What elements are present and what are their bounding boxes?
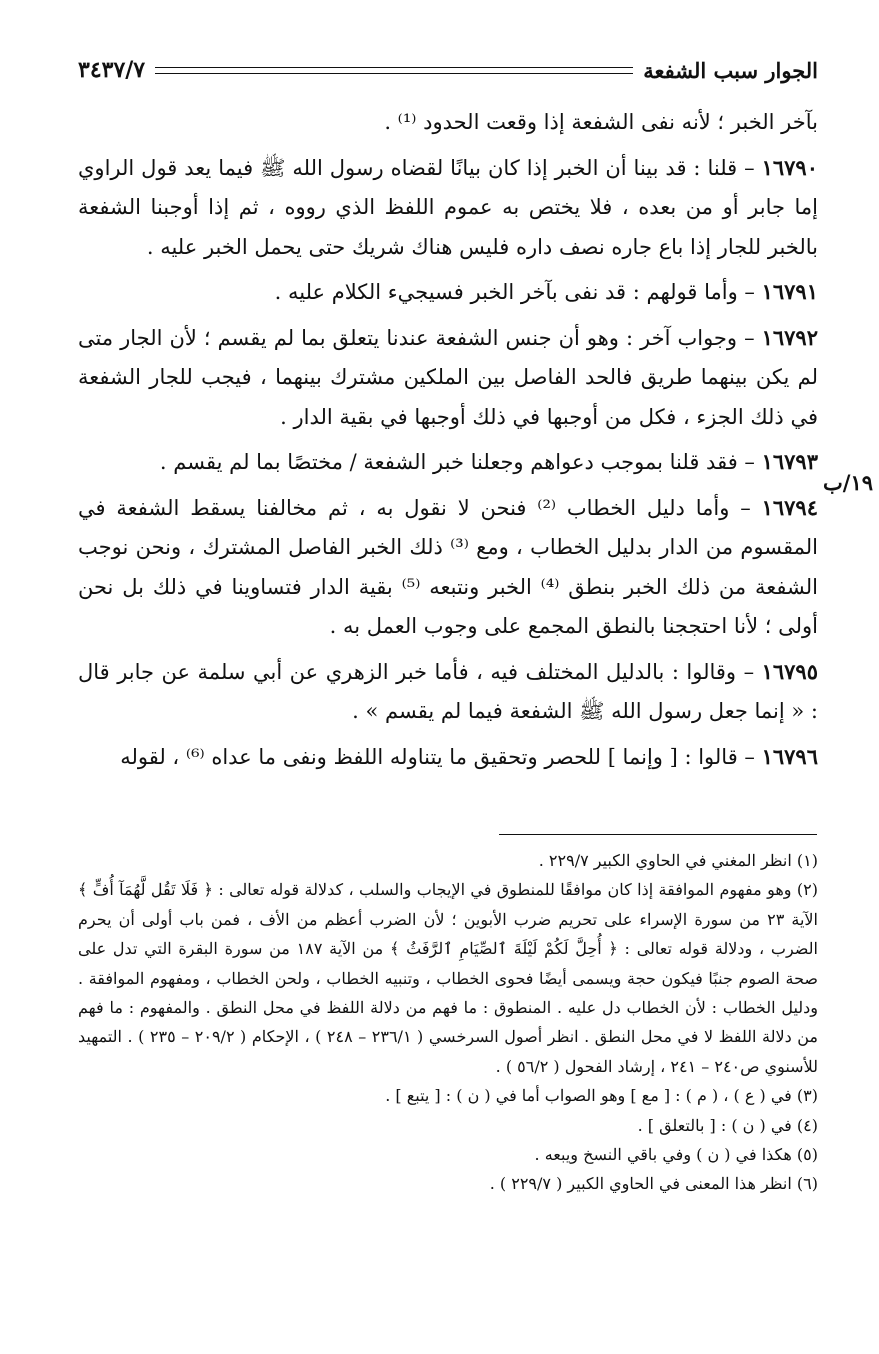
- paragraph: [78, 488, 818, 647]
- footnote-divider: [499, 834, 817, 835]
- paragraph-number: ١٦٧٩٠: [761, 154, 818, 180]
- footnote: (٤) في ( ن ) : [ بالتعلق ] .: [637, 1115, 818, 1135]
- paragraph-text: – قالوا : [ وإنما ] للحصر وتحقيق ما يتناوله اللفظ ونفى ما عداه ⁽⁶⁾ ، لقوله: [120, 744, 762, 769]
- paragraph: [78, 442, 818, 483]
- footnotes: [78, 846, 818, 1199]
- paragraph-number: ١٦٧٩٤: [761, 494, 818, 520]
- footnote: (٢) وهو مفهوم الموافقة إذا كان موافقًا للمنطوق في الإيجاب والسلب ، كدلالة قوله تعالى : ﴿ فَلَا تَقُل لَّهُمَآ أُفٍّ ﴾ الآية ٢٣ من سورة الإسراء على تحريم ضرب الأبوين ؛ لأن الضرب أعظم من الأف ، فمن باب أولى أن يحرم الضرب ، ودلالة قوله تعالى : ﴿ أُحِلَّ لَكُمْ لَيْلَةَ ٱلصِّيَامِ ٱلرَّفَثُ ﴾ من الآية ١٨٧ من سورة البقرة التي تدل على صحة الصوم جنبًا فيكون حجة ويسمى أيضًا فحوى الخطاب ، وتنبيه الخطاب ، ولحن الخطاب ، ومفهوم الموافقة . ودليل الخطاب : لأن الخطاب دل عليه . المنطوق : ما فهم من دلالة اللفظ في محل النطق . والمفهوم : ما فهم من دلالة اللفظ لا في محل النطق . انظر أصول السرخسي ( ٢٣٦/١ – ٢٤٨ ) ، الإحكام ( ٢٠٩/٢ – ٢٣٥ ) . التمهيد للأسنوي ص٢٤٠ – ٢٤١ ، إرشاد الفحول ( ٥٦/٢ ) .: [78, 880, 819, 1076]
- paragraph: [78, 737, 818, 778]
- footnote: (١) انظر المغني في الحاوي الكبير ٢٢٩/٧ .: [538, 851, 818, 870]
- paragraph: [78, 318, 818, 438]
- running-header: [78, 54, 818, 86]
- paragraph-text: – وقالوا : بالدليل المختلف فيه ، فأما خبر الزهري عن أبي سلمة عن جابر قال : « إنما جعل رسول الله ﷺ الشفعة فيما لم يقسم » .: [78, 659, 818, 723]
- paragraph-text: – قلنا : قد بينا أن الخبر إذا كان بيانًا لقضاه رسول الله ﷺ فيما يعد قول الراوي إما جابر أو من بعده ، فلا يختص به عموم اللفظ الذي رووه ، ثم إذا أوجبنا الشفعة بالخبر للجار إذا باع جاره نصف داره فليس هناك شريك حتى يحمل الخبر عليه .: [78, 155, 818, 259]
- paragraph-text: بآخر الخبر ؛ لأنه نفى الشفعة إذا وقعت الحدود ⁽¹⁾ .: [384, 110, 818, 134]
- main-text: [78, 102, 818, 782]
- paragraph-text: – وأما دليل الخطاب ⁽²⁾ فنحن لا نقول به ، ثم مخالفنا يسقط الشفعة في المقسوم من الدار بدليل الخطاب ، ومع ⁽³⁾ ذلك الخبر الفاصل المشترك ، ونحن نوجب الشفعة من ذلك الخبر بنطق ⁽⁴⁾ الخبر ونتبعه ⁽⁵⁾ بقية الدار فتساوينا في ذلك بل نحن أولى ؛ لأنا احتججنا بالنطق المجمع على وجوب العمل به .: [78, 495, 818, 638]
- paragraph: [78, 652, 818, 732]
- paragraph-number: ١٦٧٩٢: [761, 324, 818, 350]
- page-number: ٣٤٣٧/٧: [78, 57, 146, 83]
- footnote: (٥) هكذا في ( ن ) وفي باقي النسخ ويبعه .: [534, 1145, 818, 1165]
- paragraph: [78, 148, 818, 268]
- paragraph-number: ١٦٧٩٥: [761, 658, 818, 684]
- paragraph-text: – وجواب آخر : وهو أن جنس الشفعة عندنا يتعلق بما لم يقسم ؛ لأن الجار متى لم يكن بينهما طريق فالحد الفاصل بين الملكين مشترك بينهما ، فيجب للجار الشفعة في ذلك الجزء ، فكل من أوجبها في ذلك أوجبها في بقية الدار .: [78, 325, 818, 429]
- footnote: (٣) في ( ع ) ، ( م ) : [ مع ] وهو الصواب أما في ( ن ) : [ يتبع ] .: [385, 1086, 818, 1106]
- paragraph-text: – وأما قولهم : قد نفى بآخر الخبر فسيجيء الكلام عليه .: [274, 280, 762, 304]
- chapter-title: الجوار سبب الشفعة: [643, 57, 818, 83]
- paragraph: [78, 102, 818, 143]
- paragraph: [78, 272, 818, 313]
- footnote: (٦) انظر هذا المعنى في الحاوي الكبير ( ٢٢٩/٧ ) .: [489, 1174, 818, 1194]
- paragraph-number: ١٦٧٩١: [761, 279, 818, 304]
- paragraph-number: ١٦٧٩٣: [761, 449, 818, 474]
- paragraph-number: ١٦٧٩٦: [761, 743, 818, 769]
- header-rule: [155, 67, 633, 74]
- paragraph-text: – فقد قلنا بموجب دعواهم وجعلنا خبر الشفعة / مختصًا بما لم يقسم .: [159, 450, 762, 474]
- margin-folio-note: ١٩/ب: [822, 470, 873, 495]
